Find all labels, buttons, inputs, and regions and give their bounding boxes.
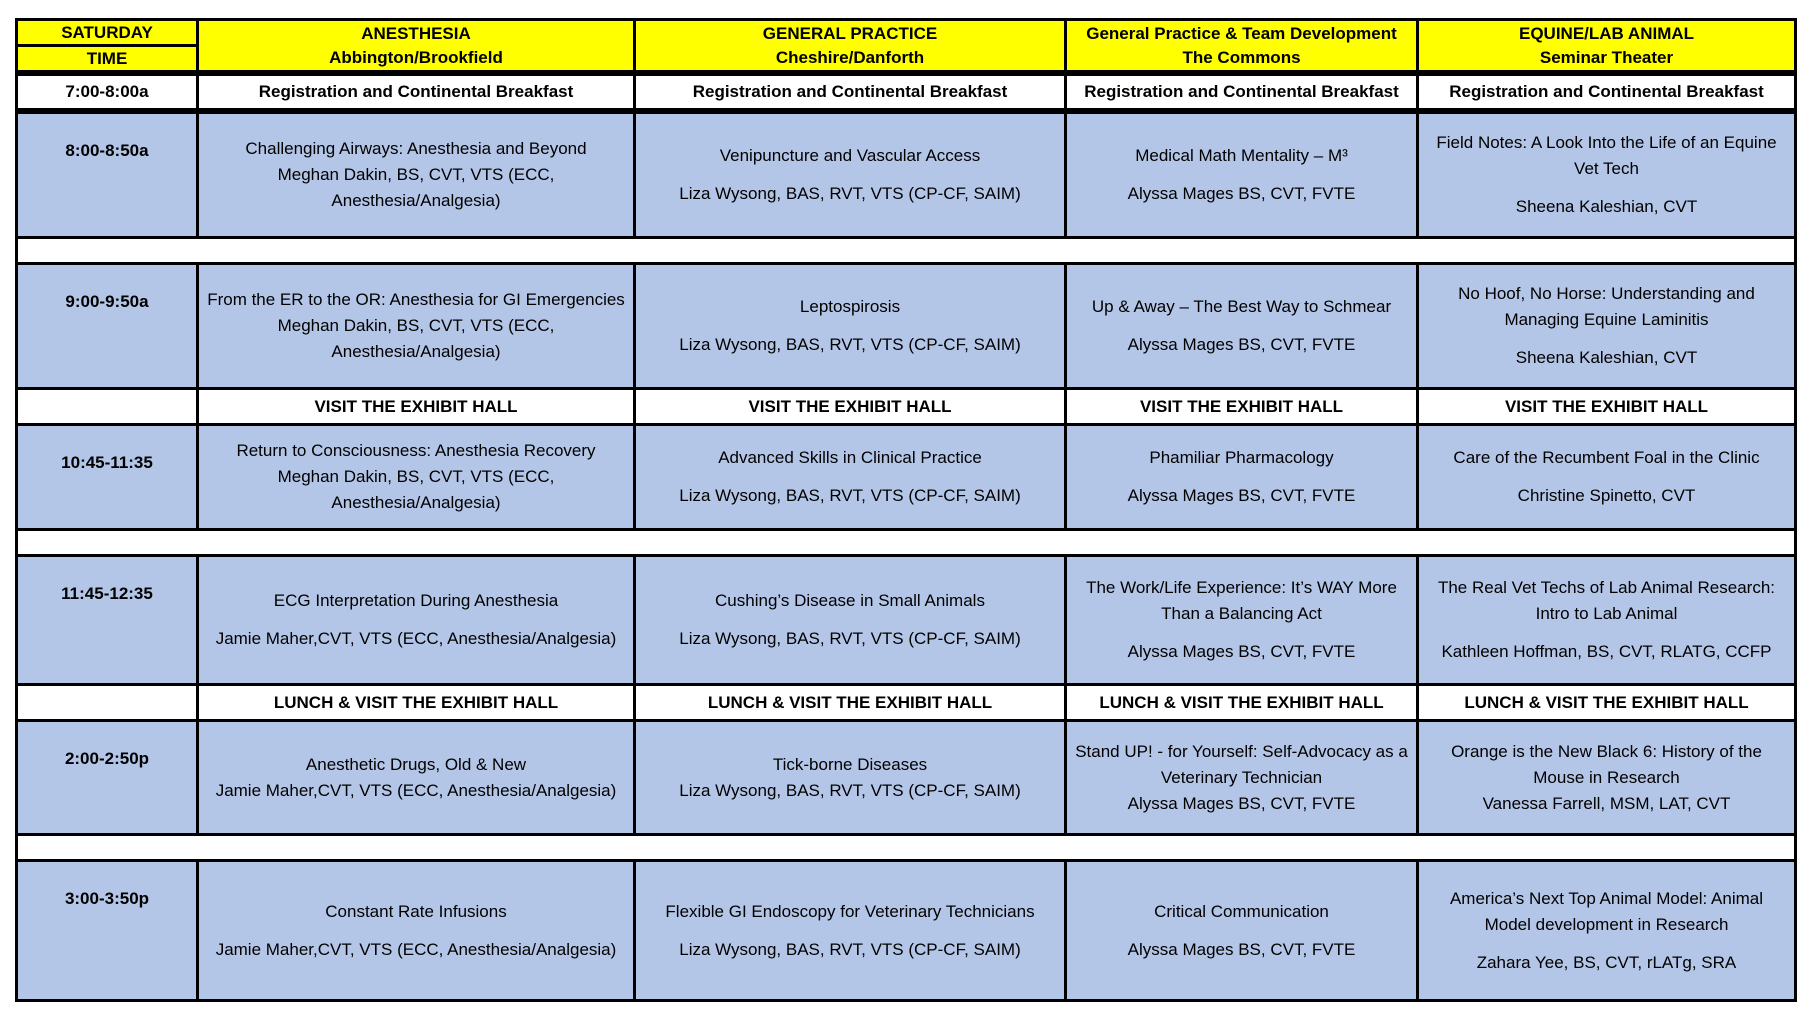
session-speaker: Zahara Yee, BS, CVT, rLATg, SRA <box>1476 952 1737 972</box>
session-speaker: Alyssa Mages BS, CVT, FVTE <box>1127 793 1356 813</box>
session-speaker: Alyssa Mages BS, CVT, FVTE <box>1127 939 1356 959</box>
session-speaker: Jamie Maher,CVT, VTS (ECC, Anesthesia/Analgesia) <box>215 780 617 800</box>
break-time <box>15 683 199 722</box>
session-speaker: Alyssa Mages BS, CVT, FVTE <box>1127 486 1356 505</box>
session-speaker: Jamie Maher,CVT, VTS (ECC, Anesthesia/Analgesia) <box>215 939 617 959</box>
session-speaker: Liza Wysong, BAS, RVT, VTS (CP-CF, SAIM) <box>679 629 1021 648</box>
session-time: 10:45-11:35 <box>15 423 199 531</box>
session-speaker: Meghan Dakin, BS, CVT, VTS (ECC, Anesthesia/Analgesia) <box>277 165 555 210</box>
session-title: The Real Vet Techs of Lab Animal Research: Intro to Lab Animal <box>1437 578 1776 623</box>
track-name: General Practice & Team Development <box>1086 23 1397 43</box>
session-speaker: Jamie Maher,CVT, VTS (ECC, Anesthesia/Analgesia) <box>215 629 617 648</box>
session-time: 2:00-2:50p <box>15 719 199 836</box>
session-title: Return to Consciousness: Anesthesia Recovery <box>236 441 596 460</box>
session-title: The Work/Life Experience: It’s WAY More Than a Balancing Act <box>1086 578 1397 623</box>
row-spacer <box>15 528 1797 557</box>
session-speaker: Sheena Kaleshian, CVT <box>1515 197 1698 216</box>
session-speaker: Liza Wysong, BAS, RVT, VTS (CP-CF, SAIM) <box>679 486 1021 505</box>
track-room: Cheshire/Danforth <box>775 47 925 67</box>
session-speaker: Alyssa Mages BS, CVT, FVTE <box>1127 184 1356 203</box>
session-cell <box>196 111 636 239</box>
session-cell <box>633 554 1067 686</box>
track-room: The Commons <box>1182 47 1301 67</box>
session-speaker: Alyssa Mages BS, CVT, FVTE <box>1127 642 1356 661</box>
session-time: 9:00-9:50a <box>15 262 199 390</box>
break-time <box>15 387 199 426</box>
session-speaker: Vanessa Farrell, MSM, LAT, CVT <box>1482 793 1731 813</box>
track-room: Abbington/Brookfield <box>329 47 503 67</box>
session-title: Care of the Recumbent Foal in the Clinic <box>1453 448 1760 467</box>
session-title: Stand UP! - for Yourself: Self-Advocacy as a Veterinary Technician <box>1075 741 1408 787</box>
break-cell: VISIT THE EXHIBIT HALL <box>196 387 636 426</box>
session-title: Challenging Airways: Anesthesia and Beyond <box>245 139 587 158</box>
session-cell <box>1064 719 1419 836</box>
session-speaker: Liza Wysong, BAS, RVT, VTS (CP-CF, SAIM) <box>679 184 1021 203</box>
session-cell <box>196 423 636 531</box>
session-title: Leptospirosis <box>799 297 901 316</box>
session-cell <box>633 423 1067 531</box>
session-cell <box>1064 423 1419 531</box>
row-spacer <box>15 236 1797 265</box>
session-cell <box>1416 719 1797 836</box>
session-title: Constant Rate Infusions <box>325 901 507 921</box>
break-cell: VISIT THE EXHIBIT HALL <box>1416 387 1797 426</box>
break-cell: LUNCH & VISIT THE EXHIBIT HALL <box>633 683 1067 722</box>
session-cell <box>633 719 1067 836</box>
track-name: EQUINE/LAB ANIMAL <box>1518 23 1695 43</box>
break-cell: VISIT THE EXHIBIT HALL <box>1064 387 1419 426</box>
session-cell <box>1416 554 1797 686</box>
session-title: ECG Interpretation During Anesthesia <box>273 591 559 610</box>
schedule-table <box>15 18 1797 1018</box>
session-cell <box>196 859 636 1002</box>
session-cell <box>1064 111 1419 239</box>
session-cell <box>196 719 636 836</box>
session-title: Critical Communication <box>1154 901 1329 921</box>
break-cell: LUNCH & VISIT THE EXHIBIT HALL <box>196 683 636 722</box>
session-title: Orange is the New Black 6: History of the Mouse in Research <box>1451 741 1762 787</box>
session-title: Flexible GI Endoscopy for Veterinary Technicians <box>665 901 1035 921</box>
session-cell <box>1416 262 1797 390</box>
day-header: SATURDAY <box>15 18 199 47</box>
track-room: Seminar Theater <box>1539 47 1674 67</box>
session-title: Cushing’s Disease in Small Animals <box>715 591 985 610</box>
session-cell <box>633 111 1067 239</box>
session-title: Venipuncture and Vascular Access <box>719 146 981 165</box>
time-header: TIME <box>15 44 199 73</box>
session-title: Field Notes: A Look Into the Life of an Equine Vet Tech <box>1436 133 1777 178</box>
registration-cell: Registration and Continental Breakfast <box>1064 73 1419 111</box>
session-time: 8:00-8:50a <box>15 111 199 239</box>
registration-cell: Registration and Continental Breakfast <box>196 73 636 111</box>
session-title: Up & Away – The Best Way to Schmear <box>1091 297 1392 316</box>
track-header-equine-lab <box>1416 18 1797 73</box>
session-speaker: Christine Spinetto, CVT <box>1517 486 1696 505</box>
session-speaker: Liza Wysong, BAS, RVT, VTS (CP-CF, SAIM) <box>679 939 1021 959</box>
row-spacer <box>15 833 1797 862</box>
session-cell <box>1416 859 1797 1002</box>
session-cell <box>196 554 636 686</box>
session-speaker: Kathleen Hoffman, BS, CVT, RLATG, CCFP <box>1441 642 1772 661</box>
track-header-general-practice <box>633 18 1067 73</box>
session-speaker: Liza Wysong, BAS, RVT, VTS (CP-CF, SAIM) <box>679 780 1021 800</box>
session-speaker: Meghan Dakin, BS, CVT, VTS (ECC, Anesthesia/Analgesia) <box>277 467 555 512</box>
session-cell <box>196 262 636 390</box>
session-time: 3:00-3:50p <box>15 859 199 1002</box>
session-speaker: Alyssa Mages BS, CVT, FVTE <box>1127 335 1356 354</box>
session-speaker: Sheena Kaleshian, CVT <box>1515 348 1698 367</box>
session-cell <box>633 262 1067 390</box>
session-title: From the ER to the OR: Anesthesia for GI Emergencies <box>207 290 625 309</box>
break-cell: VISIT THE EXHIBIT HALL <box>633 387 1067 426</box>
session-title: No Hoof, No Horse: Understanding and Managing Equine Laminitis <box>1458 284 1755 329</box>
session-time: 11:45-12:35 <box>15 554 199 686</box>
track-header-anesthesia <box>196 18 636 73</box>
track-name: GENERAL PRACTICE <box>762 23 938 43</box>
session-cell <box>1416 423 1797 531</box>
session-title: Phamiliar Pharmacology <box>1149 448 1334 467</box>
break-cell: LUNCH & VISIT THE EXHIBIT HALL <box>1064 683 1419 722</box>
session-title: Tick-borne Diseases <box>772 754 928 774</box>
session-speaker: Meghan Dakin, BS, CVT, VTS (ECC, Anesthesia/Analgesia) <box>277 316 555 361</box>
session-cell <box>1064 554 1419 686</box>
session-cell <box>1416 111 1797 239</box>
session-title: America’s Next Top Animal Model: Animal Model development in Research <box>1449 888 1764 934</box>
registration-time: 7:00-8:00a <box>15 73 199 111</box>
session-cell <box>633 859 1067 1002</box>
registration-cell: Registration and Continental Breakfast <box>1416 73 1797 111</box>
track-header-team-development <box>1064 18 1419 73</box>
session-cell <box>1064 859 1419 1002</box>
session-title: Medical Math Mentality – M³ <box>1135 146 1348 165</box>
track-name: ANESTHESIA <box>361 23 471 43</box>
session-cell <box>1064 262 1419 390</box>
session-title: Anesthetic Drugs, Old & New <box>305 754 527 774</box>
registration-cell: Registration and Continental Breakfast <box>633 73 1067 111</box>
session-speaker: Liza Wysong, BAS, RVT, VTS (CP-CF, SAIM) <box>679 335 1021 354</box>
session-title: Advanced Skills in Clinical Practice <box>718 448 982 467</box>
break-cell: LUNCH & VISIT THE EXHIBIT HALL <box>1416 683 1797 722</box>
